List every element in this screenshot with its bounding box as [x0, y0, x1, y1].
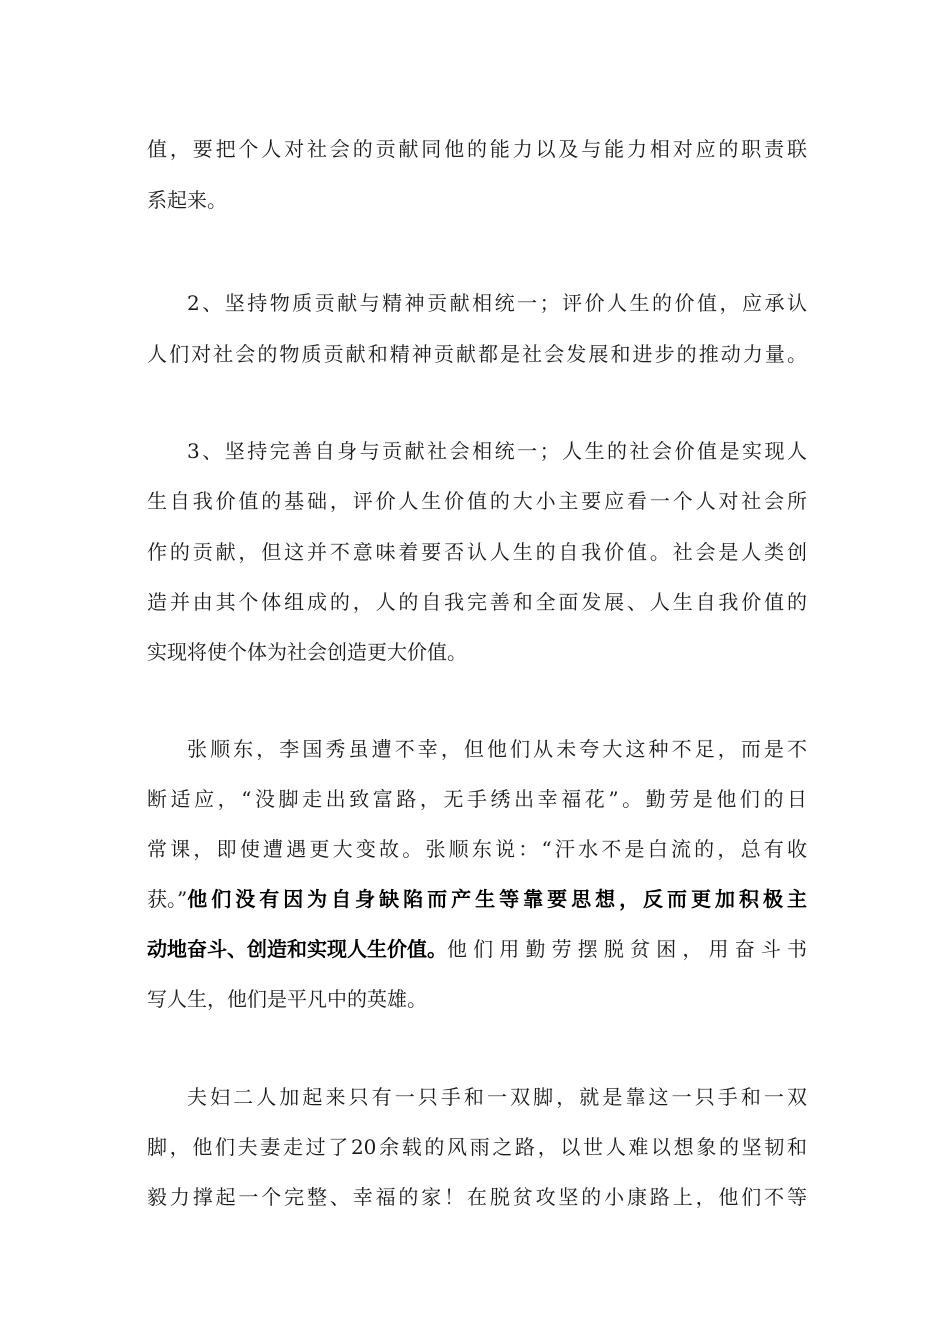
paragraph-4-line-1: 张顺东，李国秀虽遭不幸，但他们从未夸大这种不足，而是不 [187, 737, 807, 761]
paragraph-5-line-2: 脚，他们夫妻走过了20余载的风雨之路，以世人难以想象的坚韧和 [147, 1135, 807, 1159]
paragraph-4-bold-text-2: 动地奋斗、创造和实现人生价值。 [147, 937, 447, 961]
paragraph-2-line-1: 2、坚持物质贡献与精神贡献相统一；评价人生的价值，应承认 [187, 291, 807, 315]
paragraph-4-bold-text-1: 他们没有因为自身缺陷而产生等靠要思想，反而更加积极主 [187, 887, 807, 911]
paragraph-3-line-3: 作的贡献，但这并不意味着要否认人生的自我价值。社会是人类创 [147, 540, 807, 564]
paragraph-4-line-4-normal: 获。” [147, 887, 188, 911]
paragraph-3-line-4: 造并由其个体组成的，人的自我完善和全面发展、人生自我价值的 [147, 590, 807, 614]
paragraph-5-line-1: 夫妇二人加起来只有一只手和一双脚，就是靠这一只手和一双 [187, 1085, 807, 1109]
paragraph-5-line-3: 毅力撑起一个完整、幸福的家！在脱贫攻坚的小康路上，他们不等 [147, 1185, 807, 1209]
paragraph-4-line-5 [147, 932, 807, 966]
paragraph-4-line-3: 常课，即使遭遇更大变故。张顺东说：“汗水不是白流的，总有收 [147, 837, 807, 861]
paragraph-4-line-6: 写人生，他们是平凡中的英雄。 [147, 987, 427, 1011]
paragraph-3-line-2: 生自我价值的基础，评价人生价值的大小主要应看一个人对社会所 [147, 489, 807, 513]
paragraph-3-line-5: 实现将使个体为社会创造更大价值。 [147, 640, 467, 664]
paragraph-4-line-5-normal: 他们用勤劳摆脱贫困，用奋斗书 [447, 937, 807, 961]
paragraph-1-line-1: 值，要把个人对社会的贡献同他的能力以及与能力相对应的职责联 [147, 137, 807, 161]
paragraph-1-line-2: 系起来。 [147, 188, 227, 212]
paragraph-4-line-2: 断适应，“没脚走出致富路，无手绣出幸福花”。勤劳是他们的日 [147, 787, 807, 811]
paragraph-3-line-1: 3、坚持完善自身与贡献社会相统一；人生的社会价值是实现人 [187, 439, 807, 463]
paragraph-2-line-2: 人们对社会的物质贡献和精神贡献都是社会发展和进步的推动力量。 [147, 342, 807, 366]
paragraph-4-line-4 [147, 882, 807, 916]
